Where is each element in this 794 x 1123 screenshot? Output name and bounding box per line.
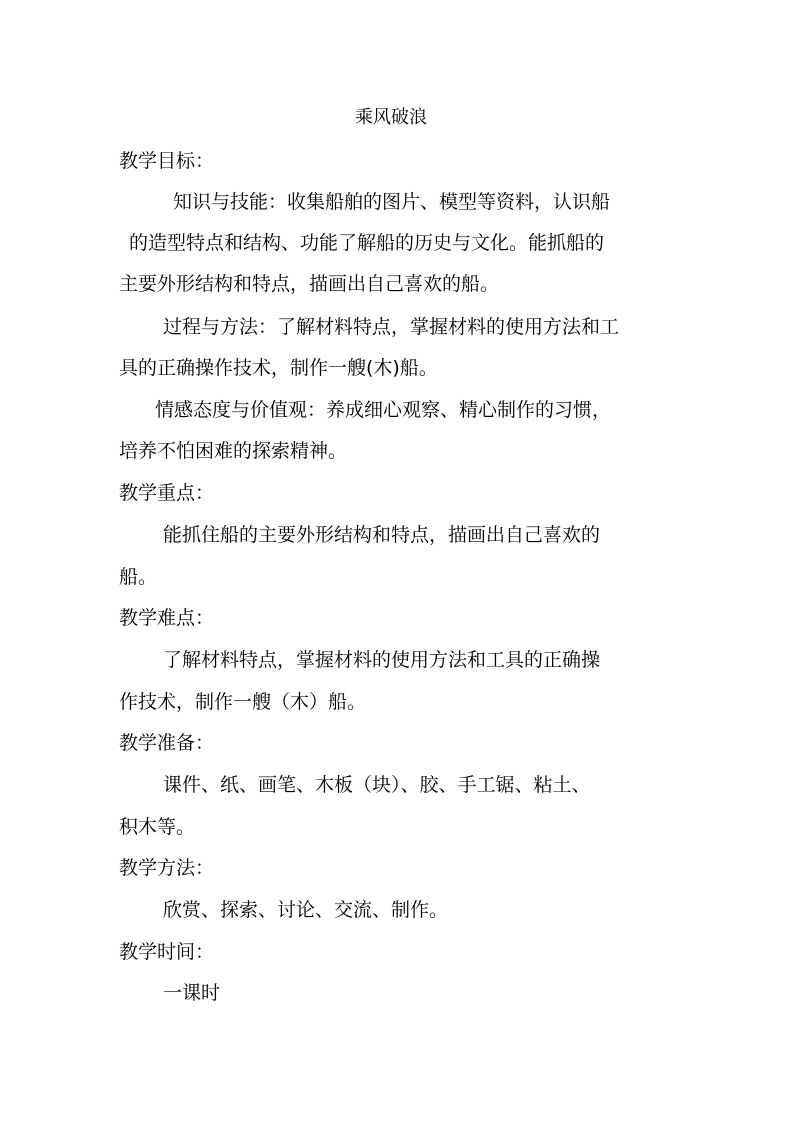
process-line-2: 具的正确操作技术，制作一艘(木)船。 — [119, 357, 438, 379]
methods-heading: 教学方法： — [119, 857, 215, 879]
key-points-line-2: 船。 — [119, 566, 158, 588]
knowledge-line-2: 的造型特点和结构、功能了解船的历史与文化。能抓船的 — [129, 232, 605, 254]
difficulties-heading: 教学难点： — [119, 607, 215, 629]
methods-line-1: 欣赏、探索、讨论、交流、制作。 — [163, 899, 449, 921]
process-line-1: 过程与方法：了解材料特点，掌握材料的使用方法和工 — [163, 316, 620, 338]
key-points-heading: 教学重点： — [119, 482, 215, 504]
objectives-heading: 教学目标： — [119, 150, 215, 172]
difficulties-line-1: 了解材料特点，掌握材料的使用方法和工具的正确操 — [163, 649, 601, 671]
time-heading: 教学时间： — [119, 941, 215, 963]
emotion-line-2: 培养不怕困难的探索精神。 — [119, 440, 348, 462]
page-title: 乘风破浪 — [355, 107, 427, 128]
key-points-line-1: 能抓住船的主要外形结构和特点，描画出自己喜欢的 — [163, 524, 601, 546]
time-line-1: 一课时 — [163, 982, 221, 1004]
difficulties-line-2: 作技术，制作一艘（木）船。 — [119, 691, 367, 713]
knowledge-line-3: 主要外形结构和特点，描画出自己喜欢的船。 — [119, 273, 500, 295]
preparation-line-2: 积木等。 — [119, 816, 196, 838]
knowledge-line-1: 知识与技能：收集船舶的图片、模型等资料，认识船 — [173, 191, 611, 213]
preparation-line-1: 课件、纸、画笔、木板（块）、胶、手工锯、粘土、 — [163, 774, 591, 796]
preparation-heading: 教学准备： — [119, 732, 215, 754]
emotion-line-1: 情感态度与价值观：养成细心观察、精心制作的习惯， — [155, 399, 612, 421]
